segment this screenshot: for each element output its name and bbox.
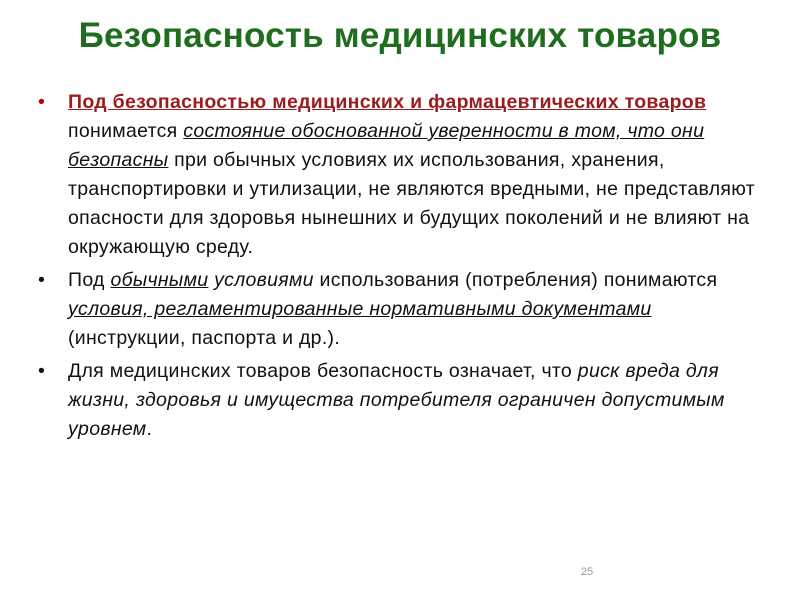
bullet1-definition: состояние обоснованной уверенности в том, что они безопасны [68,120,705,171]
bullet-list [36,88,766,448]
bullet1-rest: при обычных условиях их использования, хранения, транспортировки и утилизации, не являются вредными, не представляют опасности для здоровья нынешних и будущих поколений и не влияют на окружающую среду. [68,149,756,258]
slide-title: Безопасность медицинских товаров [78,16,722,55]
bullet2-rest: (инструкции, паспорта и др.). [68,327,341,349]
bullet2-term3: условия, регламентированные нормативными документами [68,298,652,320]
bullet1-mid: понимается [68,120,184,142]
bullet3-emph: риск вреда для жизни, здоровья и имущества потребителя ограничен допустимым уровнем [68,360,725,440]
bullet1-lead: Под безопасностью медицинских и фармацевтических товаров [68,91,707,113]
bullet-dot-icon: • [38,269,46,291]
bullet-dot-icon: • [38,360,46,382]
bullet2-pre: Под [68,269,111,291]
bullet-item-2 [36,266,766,353]
bullet3-end: . [146,418,153,440]
bullet2-term1: обычными [110,269,209,291]
bullet2-mid: использования (потребления) понимаются [313,269,718,291]
bullet3-pre: Для медицинских товаров безопасность означает, что [68,360,578,382]
bullet-item-3 [36,357,766,444]
bullet-dot-icon: • [38,91,46,113]
page-number: 25 [580,566,594,578]
bullet2-term2: условиями [214,269,314,291]
bullet-item-1 [36,88,766,262]
